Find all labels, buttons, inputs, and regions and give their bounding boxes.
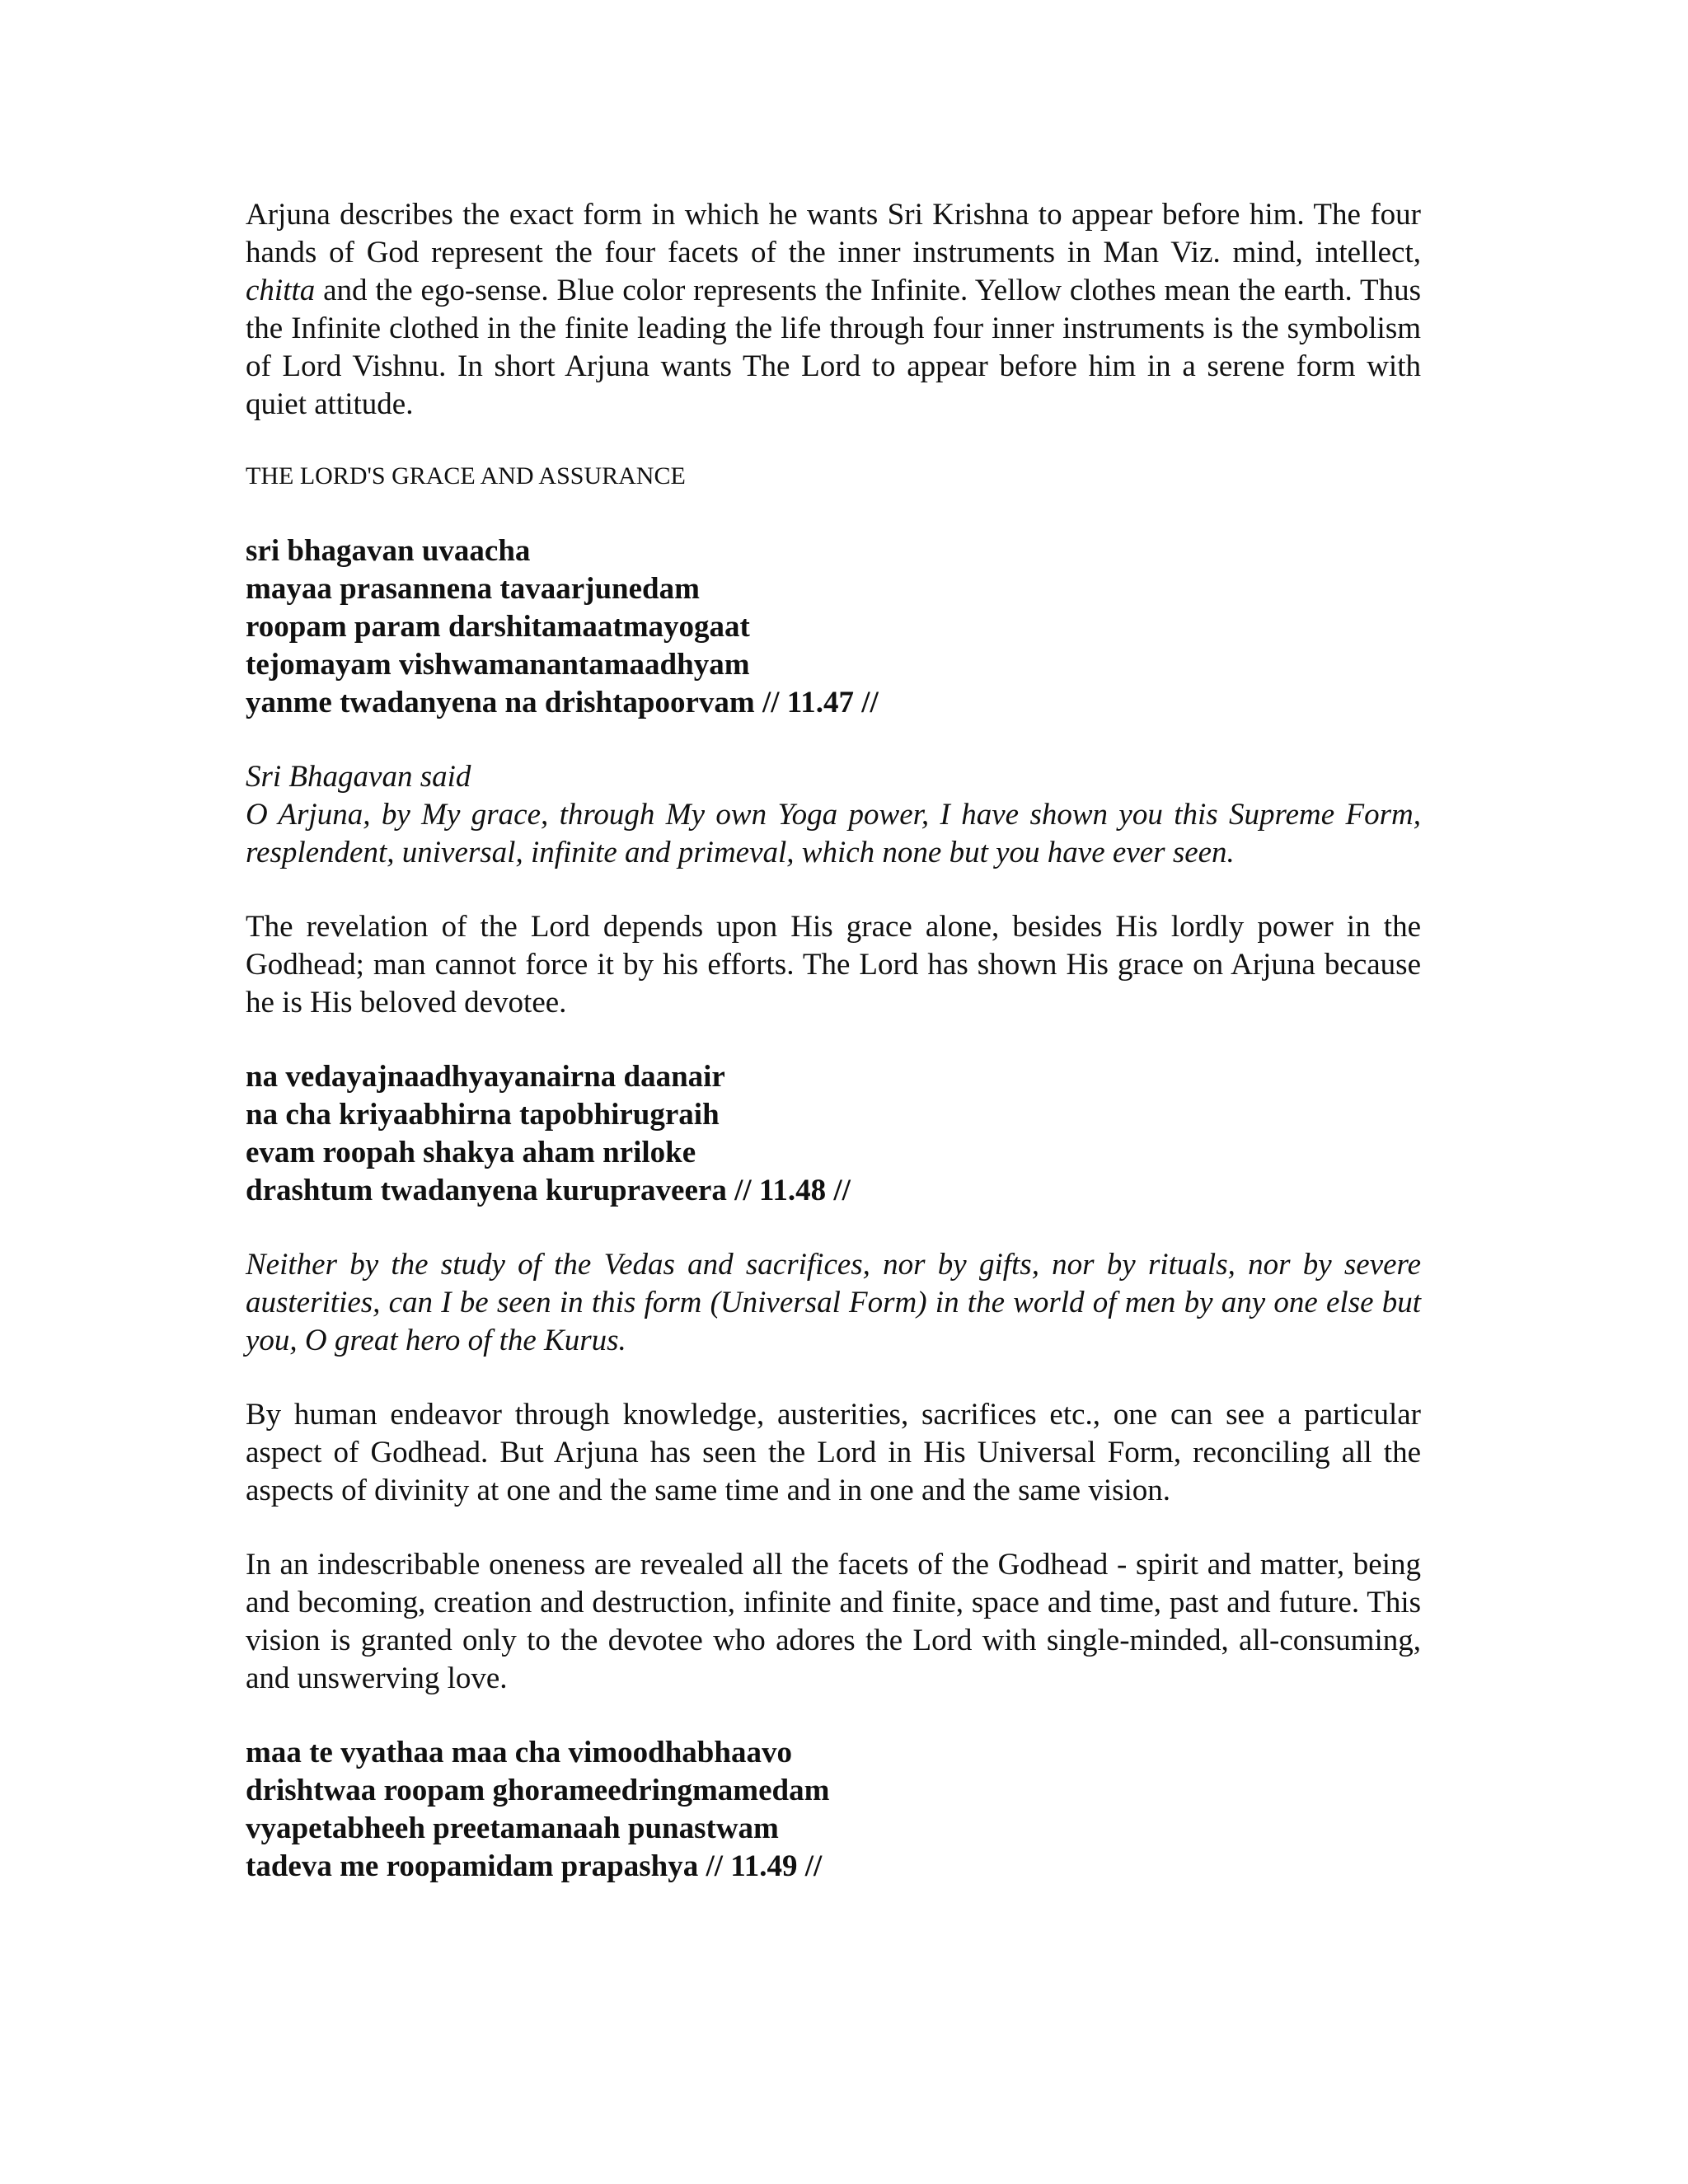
- verse-line: na vedayajnaadhyayanairna daanair: [246, 1060, 725, 1094]
- verse-line: sri bhagavan uvaacha: [246, 534, 531, 568]
- verse-line: yanme twadanyena na drishtapoorvam // 11.47 //: [246, 686, 879, 719]
- translation-text: O Arjuna, by My grace, through My own Yoga power, I have shown you this Supreme Form, resplendent, universal, infinite and primeval, which none but you have ever seen.: [246, 798, 1421, 869]
- commentary-paragraph: The revelation of the Lord depends upon His grace alone, besides His lordly power in the Godhead; man cannot force it by his efforts. The Lord has shown His grace on Arjuna because he is His beloved devotee.: [246, 910, 1421, 1019]
- intro-paragraph: [246, 196, 1421, 424]
- translation-11-48: Neither by the study of the Vedas and sacrifices, nor by gifts, nor by rituals, nor by severe austerities, can I be seen in this form (Universal Form) in the world of men by any one else but you, O great hero of the Kurus.: [246, 1248, 1421, 1357]
- verse-11-48: [246, 1058, 1421, 1210]
- verse-line: na cha kriyaabhirna tapobhirugraih: [246, 1098, 720, 1132]
- commentary-paragraph: By human endeavor through knowledge, austerities, sacrifices etc., one can see a particular aspect of Godhead. But Arjuna has seen the Lord in His Universal Form, reconciling all the aspects of divinity at one and the same time and in one and the same vision.: [246, 1398, 1421, 1507]
- verse-line: tejomayam vishwamanantamaadhyam: [246, 648, 750, 682]
- verse-line: roopam param darshitamaatmayogaat: [246, 610, 750, 644]
- verse-line: drashtum twadanyena kurupraveera // 11.48 //: [246, 1174, 851, 1207]
- commentary-paragraph: In an indescribable oneness are revealed all the facets of the Godhead - spirit and matter, being and becoming, creation and destruction, infinite and finite, space and time, past and future. This vision is granted only to the devotee who adores the Lord with single-minded, all-consuming, and unswerving love.: [246, 1548, 1421, 1695]
- verse-line: drishtwaa roopam ghorameedringmamedam: [246, 1774, 830, 1807]
- verse-11-49: [246, 1734, 1421, 1886]
- section-heading: THE LORD'S GRACE AND ASSURANCE: [246, 462, 686, 490]
- translation-11-47: [246, 758, 1421, 872]
- verse-line: maa te vyathaa maa cha vimoodhabhaavo: [246, 1736, 792, 1769]
- verse-11-47: [246, 532, 1421, 722]
- verse-line: tadeva me roopamidam prapashya // 11.49 //: [246, 1849, 823, 1883]
- document-page: [246, 196, 1421, 1922]
- verse-line: evam roopah shakya aham nriloke: [246, 1136, 696, 1169]
- speaker-line: Sri Bhagavan said: [246, 760, 471, 794]
- verse-line: mayaa prasannena tavaarjunedam: [246, 572, 700, 606]
- intro-text-start: Arjuna describes the exact form in which he wants Sri Krishna to appear before him. The four hands of God represent the four facets of the inner instruments in Man Viz. mind, intellect,: [246, 198, 1421, 269]
- intro-text-end: and the ego-sense. Blue color represents the Infinite. Yellow clothes mean the earth. Thus the Infinite clothed in the finite leading the life through four inner instruments is the symbolism of Lord Vishnu. In short Arjuna wants The Lord to appear before him in a serene form with quiet attitude.: [246, 274, 1421, 421]
- verse-line: vyapetabheeh preetamanaah punastwam: [246, 1811, 779, 1845]
- chitta-term: chitta: [246, 274, 316, 307]
